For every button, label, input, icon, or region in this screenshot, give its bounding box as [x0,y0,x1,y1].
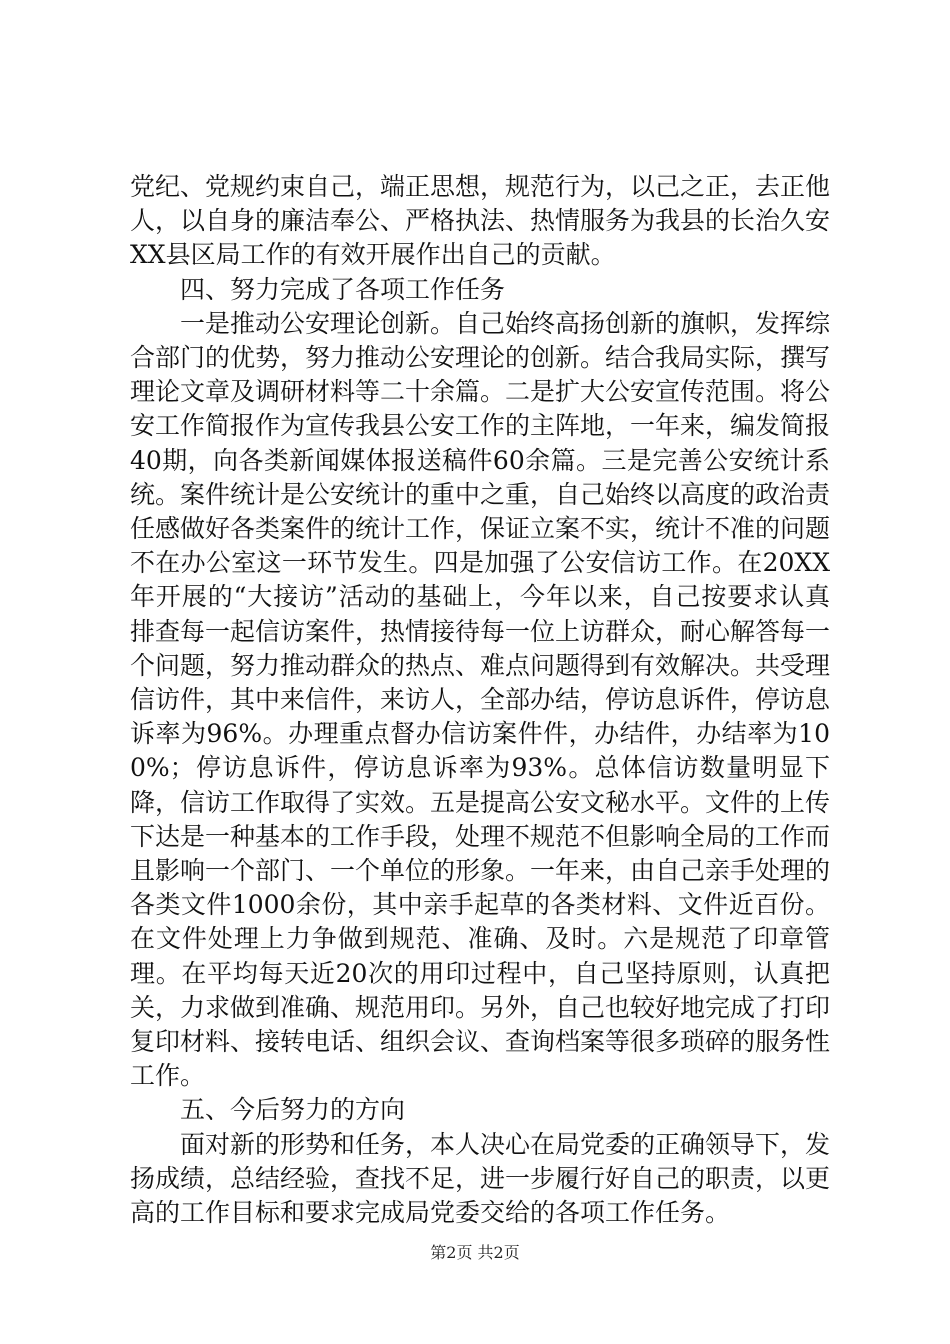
paragraph-future-direction: 面对新的形势和任务，本人决心在局党委的正确领导下，发扬成绩，总结经验，查找不足，进一步履行好自己的职责，以更高的工作目标和要求完成局党委交给的各项工作任务。 [130,1129,831,1228]
document-body [130,170,830,1230]
paragraph-tasks: 一是推动公安理论创新。自己始终高扬创新的旗帜，发挥综合部门的优势，努力推动公安理论的创新。结合我局实际，撰写理论文章及调研材料等二十余篇。二是扩大公安宣传范围。将公安工作简报作为宣传我县公安工作的主阵地，一年来，编发简报40期，向各类新闻媒体报送稿件60余篇。三是完善公安统计系统。案件统计是公安统计的重中之重，自己始终以高度的政治责任感做好各类案件的统计工作，保证立案不实，统计不准的问题不在办公室这一环节发生。四是加强了公安信访工作。在20XX年开展的“大接访”活动的基础上，今年以来，自己按要求认真排查每一起信访案件，热情接待每一位上访群众，耐心解答每一个问题，努力推动群众的热点、难点问题得到有效解决。共受理信访件，其中来信件，来访人，全部办结，停访息诉件，停访息诉率为96%。办理重点督办信访案件件，办结件，办结率为100%；停访息诉件，停访息诉率为93%。总体信访数量明显下降，信访工作取得了实效。五是提高公安文秘水平。文件的上传下达是一种基本的工作手段，处理不规范不但影响全局的工作而且影响一个部门、一个单位的形象。一年来，由自己亲手处理的各类文件1000余份，其中亲手起草的各类材料、文件近百份。在文件处理上力争做到规范、准确、及时。六是规范了印章管理。在平均每天近20次的用印过程中，自己坚持原则，认真把关，力求做到准确、规范用印。另外，自己也较好地完成了打印复印材料、接转电话、组织会议、查询档案等很多琐碎的服务性工作。 [130,308,831,1091]
paragraph-continuation: 党纪、党规约束自己，端正思想，规范行为，以己之正，去正他人，以自身的廉洁奉公、严格执法、热情服务为我县的长治久安XX县区局工作的有效开展作出自己的贡献。 [130,172,831,270]
page-number-footer: 第2页 共2页 [430,1243,520,1262]
section-heading-5: 五、今后努力的方向 [180,1095,406,1125]
section-heading-4: 四、努力完成了各项工作任务 [180,274,506,304]
